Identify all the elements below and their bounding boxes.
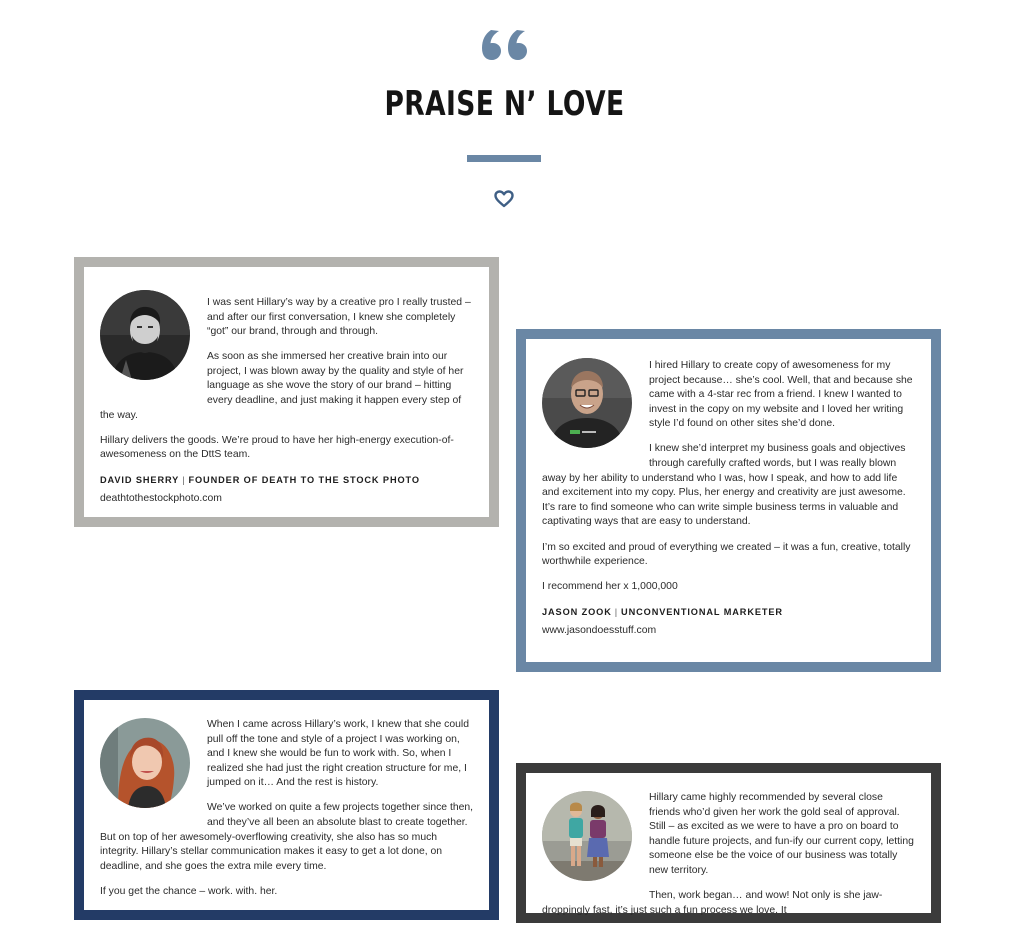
testimonial-paragraph: If you get the chance – work. with. her.: [100, 885, 278, 897]
testimonial-body: [100, 296, 474, 507]
author-role: UNCONVENTIONAL MARKETER: [621, 607, 783, 618]
title-divider: [467, 155, 541, 162]
testimonial-paragraph: Hillary delivers the goods. We’re proud to have her high-energy execution-of-awesomeness on the DttS team.: [100, 434, 454, 461]
testimonial-paragraph: I’m so excited and proud of everything we created – it was a fun, creative, totally worthwhile experience.: [542, 541, 911, 568]
author-name: JASON ZOOK: [542, 607, 612, 618]
testimonial-card: [74, 257, 499, 527]
testimonial-paragraph: Then, work began… and wow! Not only is she jaw-droppingly fast, it’s just such a fun process we love. It: [542, 890, 883, 916]
testimonial-paragraph: I recommend her x 1,000,000: [542, 581, 678, 593]
testimonial-paragraph: I was sent Hillary’s way by a creative pro I really trusted – and after our first conversation, I knew she completely “got” our brand, through and through.: [207, 297, 471, 338]
author-website-link[interactable]: www.jasondoesstuff.com: [542, 624, 657, 636]
testimonial-body: [542, 791, 916, 929]
testimonial-signature: [542, 605, 916, 620]
author-role: FOUNDER OF DEATH TO THE STOCK PHOTO: [188, 475, 420, 486]
heart-icon: [494, 190, 514, 208]
signature-separator: |: [614, 607, 619, 618]
testimonial-body: [100, 718, 474, 910]
testimonial-paragraph: We’ve worked on quite a few projects together since then, and they’ve all been an absolute blast to create together. But on top of her awesomely-overflowing creativity, she also has so much integrity. Hillary’s stellar communication makes it easy to get a lot done, on deadline, and she goes the extra mile every time.: [100, 802, 474, 872]
testimonial-card: [74, 690, 499, 920]
page-title: PRAISE N’ LOVE: [384, 84, 625, 124]
testimonial-paragraph: I knew she’d interpret my business goals and objectives through carefully crafted words, but I was really blown away by her ability to understand who I was, how I speak, and how to add life and excitement into my copy. Plus, her energy and creativity are just awesome. It’s rare to find someone who can write simple business terms in valuable and captivating ways that are easy to understand.: [542, 443, 906, 528]
testimonial-paragraph: When I came across Hillary’s work, I knew that she could pull off the tone and style of a project I was working on, and I knew she would be fun to work with. So, when I realized she had just the right creation structure for me, I jumped on it… And the rest is history.: [207, 719, 469, 789]
testimonial-paragraph: Hillary came highly recommended by several close friends who’d given her work the gold seal of approval. Still – as excited as we were to have a pro on board to handle future projects, and fun-ify our current copy, letting someone else be the voice of our business was totally new territory.: [649, 792, 914, 876]
author-name: DAVID SHERRY: [100, 475, 180, 486]
testimonial-paragraph: I hired Hillary to create copy of awesomeness for my project because… she’s cool. Well, that and because she came with a 4-star rec from a friend. I knew I wanted to invest in the copy on my website and I loved her writing style I’d found on other sites she’d done.: [649, 360, 913, 430]
signature-separator: |: [182, 475, 186, 486]
author-website-link[interactable]: deathtothestockphoto.com: [100, 493, 222, 505]
testimonial-signature: [100, 473, 474, 488]
testimonial-card: [516, 329, 941, 672]
testimonial-card: [516, 763, 941, 923]
testimonial-body: [542, 359, 916, 639]
testimonial-paragraph: As soon as she immersed her creative brain into our project, I was blown away by the quality and style of her language as she wove the story of our brand – hitting every deadline, and just making it happen every step of the way.: [100, 351, 464, 421]
quote-icon: [481, 26, 529, 62]
